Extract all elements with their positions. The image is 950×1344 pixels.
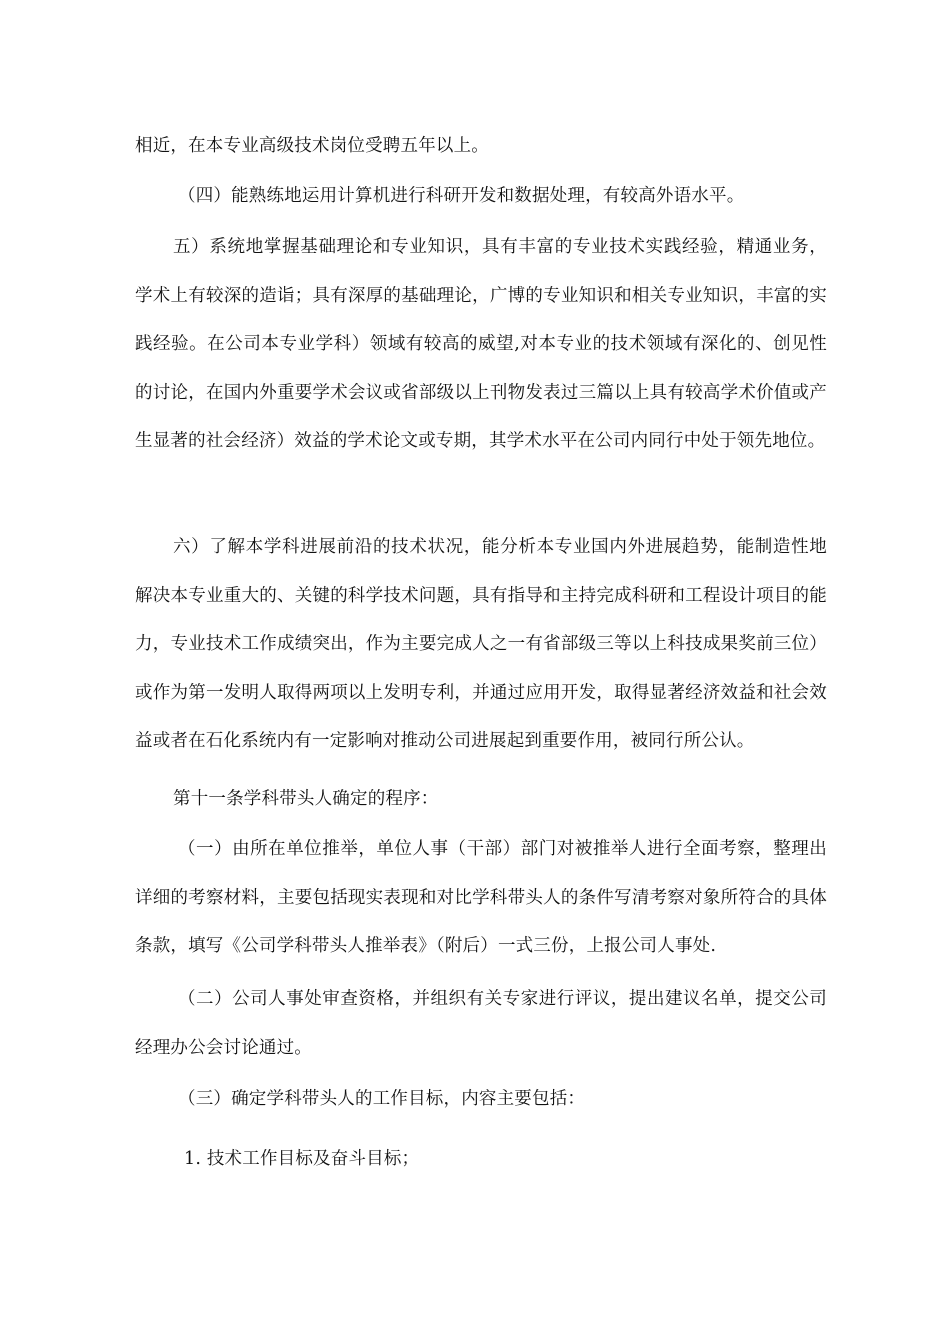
numbered-item-1: 1. 技术工作目标及奋斗目标；	[184, 1149, 420, 1169]
procedure-step-1: （一）由所在单位推举，单位人事（干部）部门对被推举人进行全面考察，整理出详细的考察材料，主要包括现实表现和对比学科带头人的条件写清考察对象所符合的具体条款，填写《公司学科带头人推举表》（附后）一式三份，上报公司人事处.	[135, 839, 827, 956]
paragraph-item-6: 六）了解本学科进展前沿的技术状况，能分析本专业国内外进展趋势，能制造性地解决本专业重大的、关键的科学技术问题，具有指导和主持完成科研和工程设计项目的能力，专业技术工作成绩突出，作为主要完成人之一有省部级三等以上科技成果奖前三位）或作为第一发明人取得两项以上发明专利，并通过应用开发，取得显著经济效益和社会效益或者在石化系统内有一定影响对推动公司进展起到重要作用，被同行所公认。	[135, 537, 827, 751]
paragraph-item-5: 五）系统地掌握基础理论和专业知识，具有丰富的专业技术实践经验，精通业务，学术上有较深的造诣；具有深厚的基础理论，广博的专业知识和相关专业知识，丰富的实践经验。在公司本专业学科）领域有较高的威望,对本专业的技术领域有深化的、创见性的讨论，在国内外重要学术会议或省部级以上刊物发表过三篇以上具有较高学术价值或产生显著的社会经济）效益的学术论文或专期，其学术水平在公司内同行中处于领先地位。	[135, 237, 827, 451]
procedure-step-2: （二）公司人事处审查资格，并组织有关专家进行评议，提出建议名单，提交公司经理办公会讨论通过。	[135, 989, 827, 1058]
procedure-step-3: （三）确定学科带头人的工作目标，内容主要包括：	[178, 1089, 586, 1109]
paragraph-continuation: 相近，在本专业高级技术岗位受聘五年以上。	[135, 136, 489, 156]
paragraph-item-4: （四）能熟练地运用计算机进行科研开发和数据处理，有较高外语水平。	[178, 186, 745, 206]
article-11-heading: 第十一条学科带头人确定的程序：	[173, 789, 439, 809]
